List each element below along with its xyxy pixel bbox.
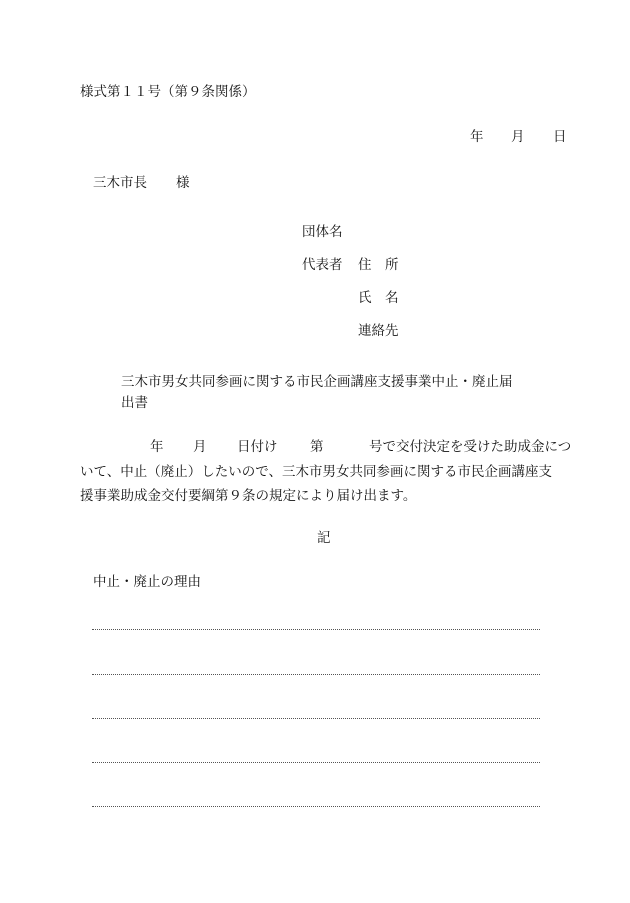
body-line2: いて、中止（廃止）したいので、三木市男女共同参画に関する市民企画講座支 <box>80 464 552 480</box>
date-day: 日 <box>553 129 567 145</box>
body-line1-rest: 号で交付決定を受けた助成金につ <box>369 439 572 455</box>
name-label: 氏 名 <box>358 290 399 306</box>
ki-heading: 記 <box>317 530 331 546</box>
reason-line-3[interactable] <box>92 718 540 719</box>
reason-line-5[interactable] <box>92 806 540 807</box>
org-name-label: 団体名 <box>302 224 343 240</box>
contact-label: 連絡先 <box>358 323 399 339</box>
reason-line-4[interactable] <box>92 762 540 763</box>
reason-line-1[interactable] <box>92 629 540 630</box>
date-month: 月 <box>511 129 525 145</box>
body-month: 月 <box>193 439 207 455</box>
date-year: 年 <box>470 129 484 145</box>
addressee-honorific: 様 <box>176 175 190 191</box>
addressee-name: 三木市長 <box>93 175 147 191</box>
body-line3: 援事業助成金交付要綱第９条の規定により届け出ます。 <box>80 488 417 504</box>
form-title-line1: 三木市男女共同参画に関する市民企画講座支援事業中止・廃止届 <box>121 374 513 390</box>
form-title-line2: 出書 <box>121 395 148 411</box>
reason-label: 中止・廃止の理由 <box>93 574 201 590</box>
body-dated: 日付け <box>237 439 278 455</box>
representative-label: 代表者 <box>302 257 343 273</box>
reason-line-2[interactable] <box>92 674 540 675</box>
body-number-prefix: 第 <box>310 439 324 455</box>
form-number: 様式第１１号（第９条関係） <box>80 84 256 100</box>
address-label: 住 所 <box>358 257 399 273</box>
body-year: 年 <box>150 439 164 455</box>
